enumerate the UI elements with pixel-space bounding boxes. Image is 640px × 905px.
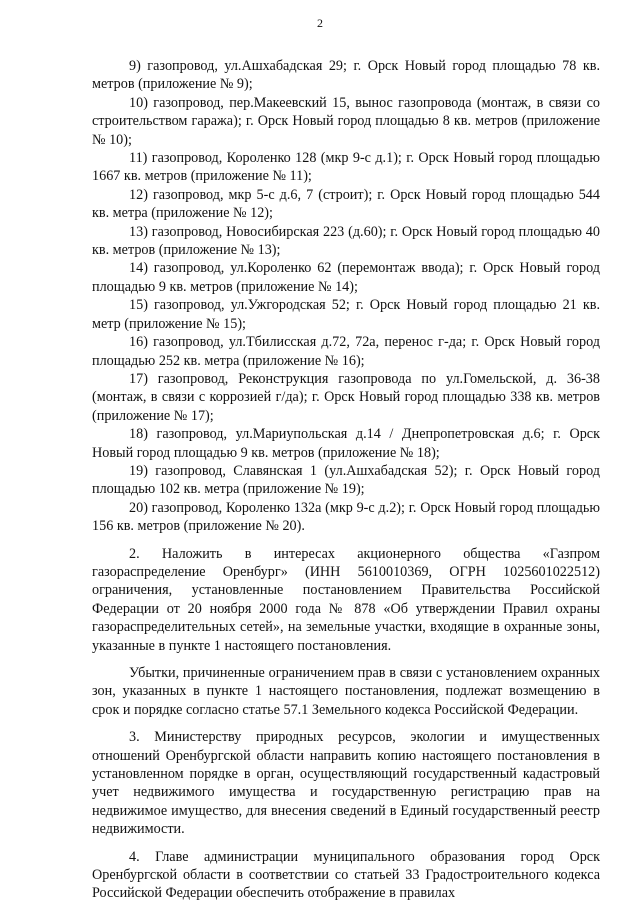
list-item-14: 14) газопровод, ул.Короленко 62 (перемонтаж ввода); г. Орск Новый город площадью 9 кв. метров (приложение № 14); <box>92 260 600 295</box>
list-item-13: 13) газопровод, Новосибирская 223 (д.60); г. Орск Новый город площадью 40 кв. метров (приложение № 13); <box>92 223 600 259</box>
list-item-12: 12) газопровод, мкр 5-с д.6, 7 (строит); г. Орск Новый город площадью 544 кв. метра (приложение № 12); <box>92 186 600 222</box>
list-item-17: 17) газопровод, Реконструкция газопровода по ул.Гомельской, д. 36-38 (монтаж, в связи с коррозией г/да); г. Орск Новый город площадью 338 кв. метров (приложение № 17); <box>92 370 600 424</box>
paragraph-2-restrictions: 2. Наложить в интересах акционерного общества «Газпром газораспределение Оренбург» (ИНН 5610010369, ОГРН 1025601022512) ограничения, установленные постановлением Правительства Российской Федерации от 20 ноября 2000 года № 878 «Об утверждении Правил охраны газораспределительных сетей», на земельные участки, входящие в охранные зоны, указанные в пункте 1 настоящего постановления. <box>92 545 600 654</box>
list-item-9: 9) газопровод, ул.Ашхабадская 29; г. Орск Новый город площадью 78 кв. метров (приложение № 9); <box>92 58 600 93</box>
document-body <box>92 57 600 903</box>
list-item-15: 15) газопровод, ул.Ужгородская 52; г. Орск Новый город площадью 21 кв. метр (приложение № 15); <box>92 297 600 332</box>
paragraph-losses: Убытки, причиненные ограничением прав в связи с установлением охранных зон, указанных в пункте 1 настоящего постановления, подлежат возмещению в срок и порядке согласно статье 57.1 Земельного кодекса Российской Федерации. <box>92 665 600 718</box>
list-item-19: 19) газопровод, Славянская 1 (ул.Ашхабадская 52); г. Орск Новый город площадью 102 кв. метра (приложение № 19); <box>92 462 600 498</box>
list-item-20: 20) газопровод, Короленко 132а (мкр 9-с д.2); г. Орск Новый город площадью 156 кв. метров (приложение № 20). <box>92 499 600 535</box>
list-item-11: 11) газопровод, Короленко 128 (мкр 9-с д.1); г. Орск Новый город площадью 1667 кв. метров (приложение № 11); <box>92 150 600 185</box>
paragraph-4-administration: 4. Главе администрации муниципального образования город Орск Оренбургской области в соответствии со статьей 33 Градостроительного кодекса Российской Федерации обеспечить отображение в правилах <box>92 848 600 902</box>
list-item-10: 10) газопровод, пер.Макеевский 15, вынос газопровода (монтаж, в связи со строительством гаража); г. Орск Новый город площадью 8 кв. метров (приложение № 10); <box>92 94 600 148</box>
page-number: 2 <box>317 16 323 30</box>
paragraph-3-ministry: 3. Министерству природных ресурсов, экологии и имущественных отношений Оренбургской области направить копию настоящего постановления в установленном порядке в орган, осуществляющий государственный кадастровый учет недвижимого имущества и государственную регистрацию прав на недвижимое имущество, для внесения сведений в Единый государственный реестр недвижимости. <box>92 729 600 838</box>
list-item-16: 16) газопровод, ул.Тбилисская д.72, 72а, перенос г-да; г. Орск Новый город площадью 252 кв. метра (приложение № 16); <box>92 334 600 369</box>
list-item-18: 18) газопровод, ул.Мариупольская д.14 / Днепропетровская д.6; г. Орск Новый город площадью 9 кв. метров (приложение № 18); <box>92 426 600 461</box>
